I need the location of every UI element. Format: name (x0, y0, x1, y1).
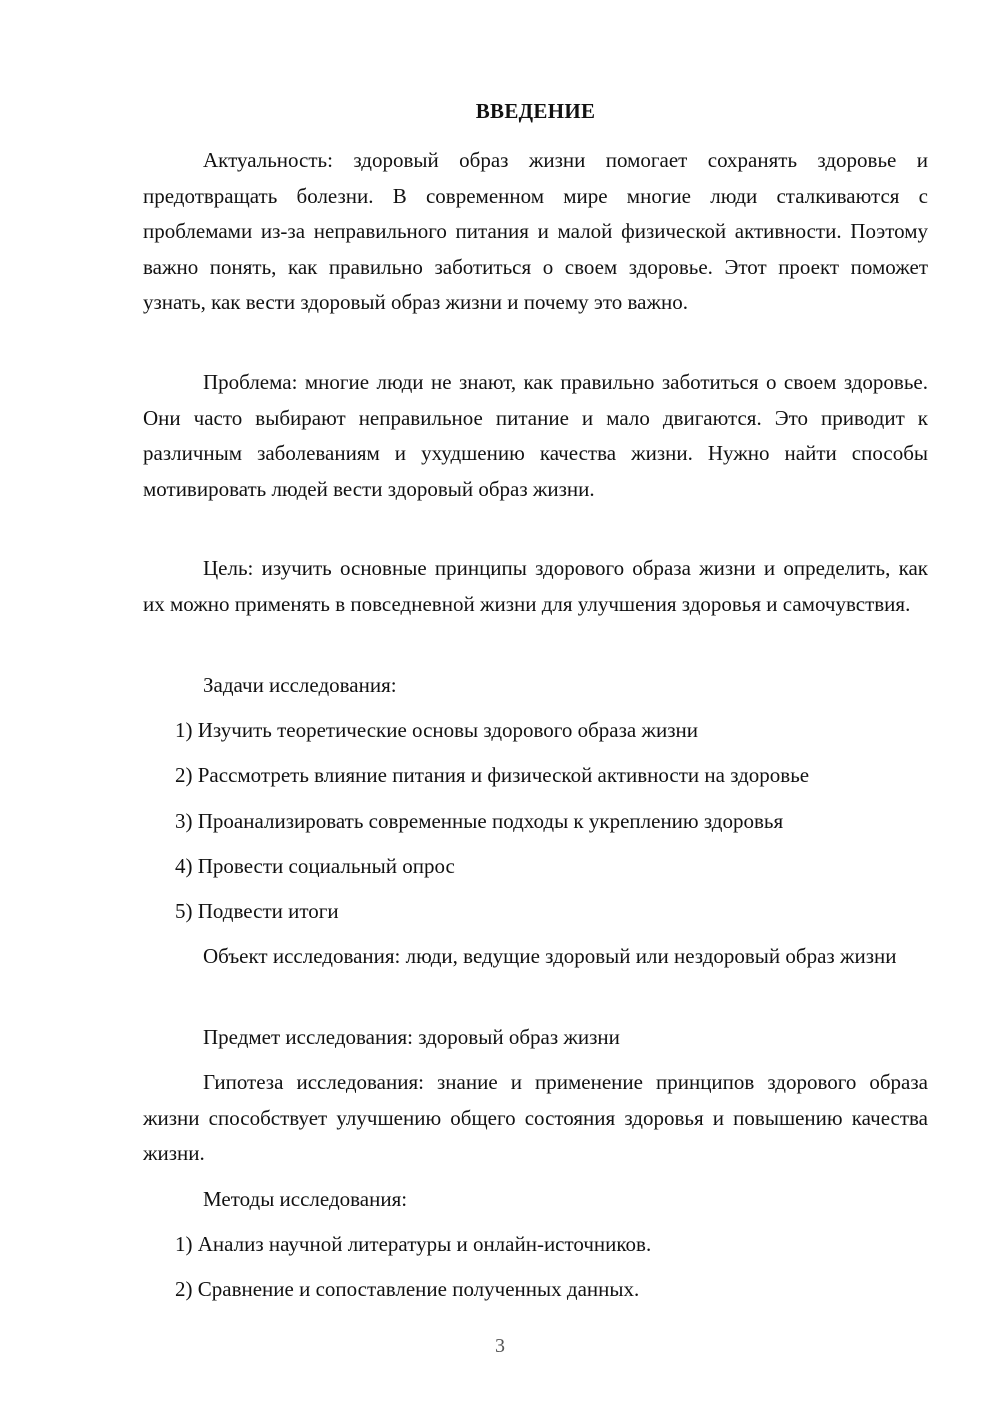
tasks-heading: Задачи исследования: (203, 673, 397, 697)
object-paragraph: Объект исследования: люди, ведущие здоровый или нездоровый образ жизни (203, 944, 897, 968)
relevance-paragraph: Актуальность: здоровый образ жизни помогает сохранять здоровье и предотвращать болезни. В современном мире многие люди сталкиваются с проблемами из-за неправильного питания и малой физической активности. Поэтому важно понять, как правильно заботиться о своем здоровье. Этот проект поможет узнать, как вести здоровый образ жизни и почему это важно. (143, 148, 928, 314)
task-item-4: 4) Провести социальный опрос (175, 854, 455, 878)
page-number: 3 (495, 1335, 505, 1357)
task-item-5: 5) Подвести итоги (175, 899, 339, 923)
task-item-2: 2) Рассмотреть влияние питания и физической активности на здоровье (175, 763, 810, 787)
subject-line: Предмет исследования: здоровый образ жизни (203, 1025, 620, 1049)
section-title: ВВЕДЕНИЕ (475, 99, 596, 123)
task-item-3: 3) Проанализировать современные подходы к укреплению здоровья (175, 809, 784, 833)
methods-heading: Методы исследования: (203, 1187, 408, 1211)
method-item-2: 2) Сравнение и сопоставление полученных данных. (175, 1277, 640, 1301)
task-item-1: 1) Изучить теоретические основы здорового образа жизни (175, 718, 699, 742)
problem-paragraph: Проблема: многие люди не знают, как правильно заботиться о своем здоровье. Они часто выбирают неправильное питание и мало двигаются. Это приводит к различным заболеваниям и ухудшению качества жизни. Нужно найти способы мотивировать людей вести здоровый образ жизни. (143, 370, 928, 501)
method-item-1: 1) Анализ научной литературы и онлайн-источников. (175, 1232, 652, 1256)
goal-paragraph: Цель: изучить основные принципы здорового образа жизни и определить, как их можно применять в повседневной жизни для улучшения здоровья и самочувствия. (143, 556, 928, 616)
hypothesis-paragraph: Гипотеза исследования: знание и применение принципов здорового образа жизни способствует улучшению общего состояния здоровья и повышению качества жизни. (143, 1070, 928, 1165)
